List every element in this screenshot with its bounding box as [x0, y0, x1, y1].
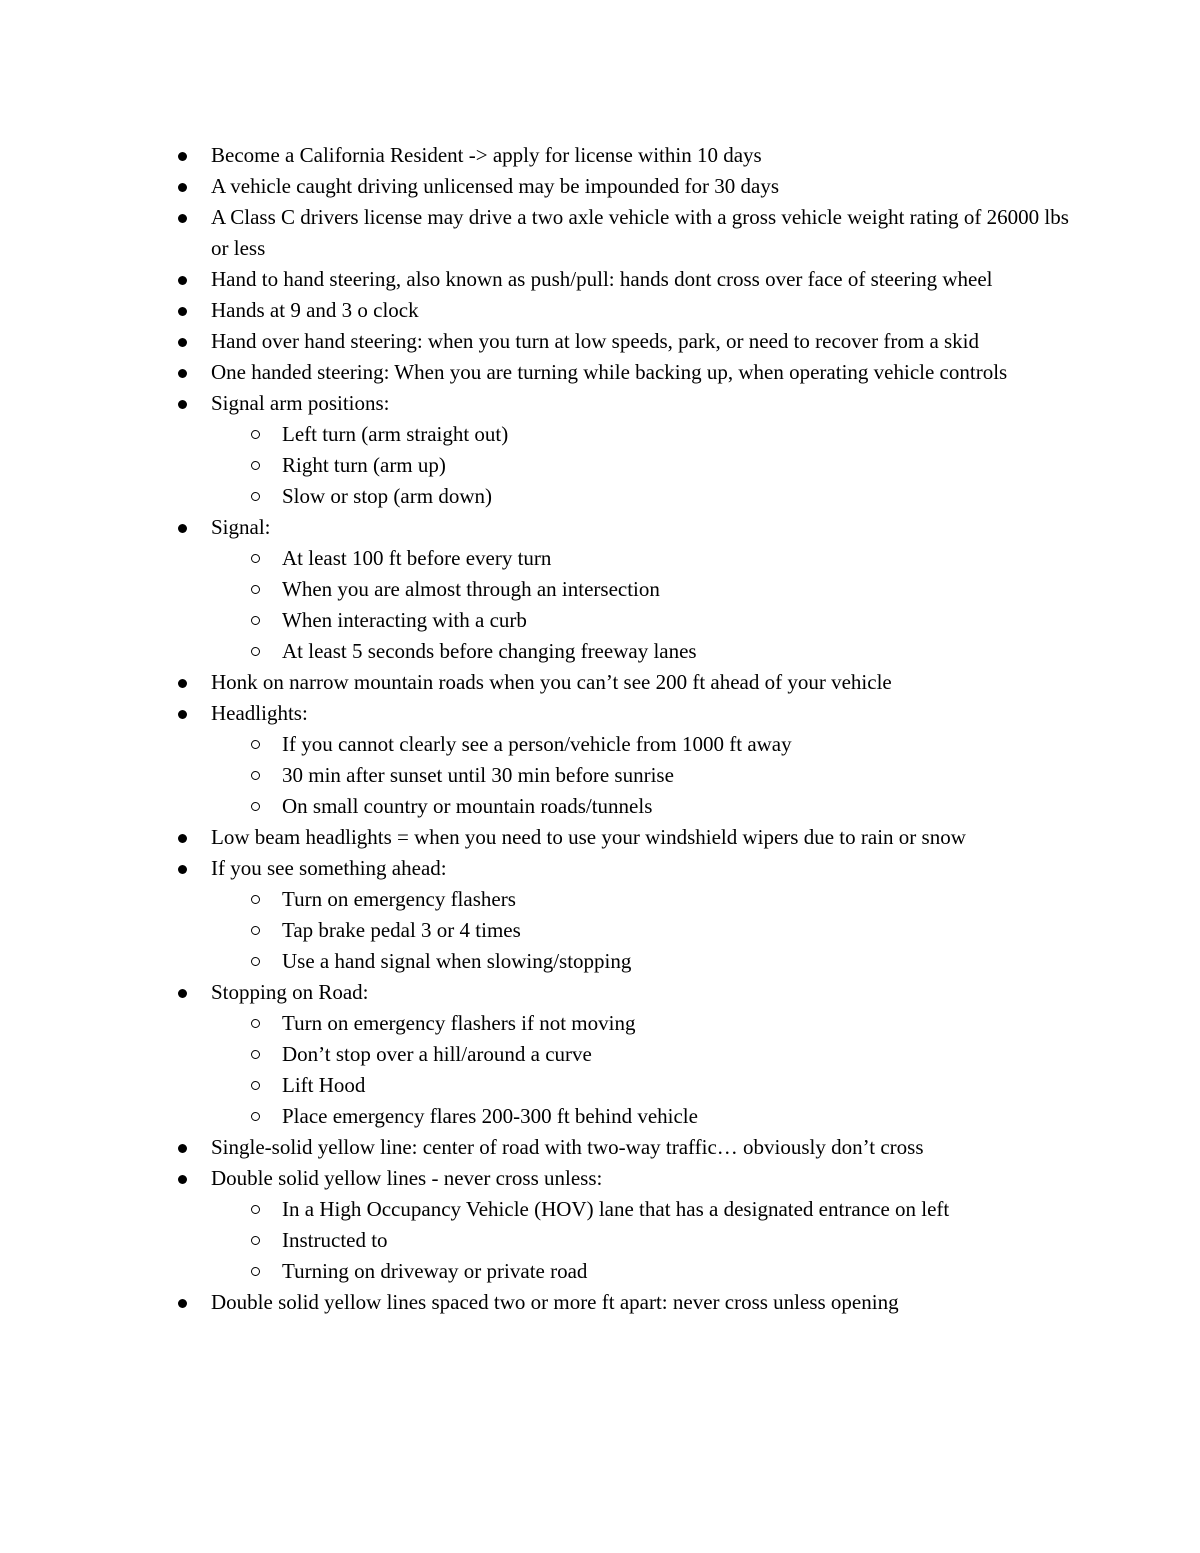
list-item [0, 1287, 1200, 1318]
list-item-text: A vehicle caught driving unlicensed may be impounded for 30 days [211, 174, 780, 198]
list-item [0, 1163, 1200, 1287]
sub-list-item-text: At least 5 seconds before changing freeway lanes [282, 639, 697, 663]
sub-list-item [211, 1070, 1070, 1101]
bullet-dot-icon [178, 338, 187, 347]
bullet-circle-icon [251, 740, 260, 749]
bullet-dot-icon [178, 524, 187, 533]
sub-list-item-text: Turning on driveway or private road [282, 1259, 588, 1283]
sub-list-item-text: Left turn (arm straight out) [282, 422, 509, 446]
bullet-dot-icon [178, 214, 187, 223]
bullet-circle-icon [251, 771, 260, 780]
bullet-dot-icon [178, 834, 187, 843]
sub-list [211, 419, 1070, 512]
bullet-circle-icon [251, 430, 260, 439]
list-item-text: Hand over hand steering: when you turn at low speeds, park, or need to recover from a skid [211, 329, 980, 353]
list-item-text: Become a California Resident -> apply for license within 10 days [211, 143, 762, 167]
bullet-circle-icon [251, 1205, 260, 1214]
list-item [0, 295, 1200, 326]
sub-list-item-text: Don’t stop over a hill/around a curve [282, 1042, 592, 1066]
bullet-list [0, 140, 1200, 1318]
bullet-dot-icon [178, 369, 187, 378]
bullet-dot-icon [178, 400, 187, 409]
sub-list-item [211, 543, 1070, 574]
list-item [0, 326, 1200, 357]
sub-list-item [211, 636, 1070, 667]
bullet-circle-icon [251, 1236, 260, 1245]
sub-list-item-text: Tap brake pedal 3 or 4 times [282, 918, 521, 942]
bullet-circle-icon [251, 492, 260, 501]
sub-list [211, 729, 1070, 822]
list-item [0, 667, 1200, 698]
list-item [0, 853, 1200, 977]
sub-list-item-text: If you cannot clearly see a person/vehicle from 1000 ft away [282, 732, 792, 756]
sub-list-item [211, 915, 1070, 946]
list-item-text: Stopping on Road: [211, 980, 369, 1004]
list-item-text: Double solid yellow lines spaced two or more ft apart: never cross unless opening [211, 1290, 899, 1314]
bullet-circle-icon [251, 802, 260, 811]
sub-list [211, 1194, 1070, 1287]
list-item-text: Low beam headlights = when you need to use your windshield wipers due to rain or snow [211, 825, 966, 849]
bullet-circle-icon [251, 957, 260, 966]
bullet-circle-icon [251, 647, 260, 656]
sub-list-item [211, 760, 1070, 791]
document-page [0, 140, 1200, 1318]
list-item [0, 388, 1200, 512]
sub-list-item-text: Turn on emergency flashers [282, 887, 516, 911]
list-item [0, 822, 1200, 853]
list-item-text: Headlights: [211, 701, 308, 725]
sub-list-item-text: When you are almost through an intersection [282, 577, 660, 601]
sub-list-item [211, 1101, 1070, 1132]
list-item [0, 698, 1200, 822]
sub-list-item-text: On small country or mountain roads/tunnels [282, 794, 653, 818]
list-item [0, 202, 1200, 264]
list-item [0, 977, 1200, 1132]
sub-list-item-text: When interacting with a curb [282, 608, 527, 632]
sub-list-item [211, 1008, 1070, 1039]
sub-list-item-text: Right turn (arm up) [282, 453, 446, 477]
sub-list-item [211, 419, 1070, 450]
sub-list-item [211, 946, 1070, 977]
list-item-text: Single-solid yellow line: center of road with two-way traffic… obviously don’t cross [211, 1135, 924, 1159]
sub-list-item-text: Lift Hood [282, 1073, 366, 1097]
list-item [0, 1132, 1200, 1163]
sub-list-item-text: Instructed to [282, 1228, 388, 1252]
bullet-dot-icon [178, 183, 187, 192]
sub-list-item [211, 1194, 1070, 1225]
bullet-dot-icon [178, 1144, 187, 1153]
sub-list-item [211, 729, 1070, 760]
list-item-text: Hands at 9 and 3 o clock [211, 298, 419, 322]
sub-list-item-text: In a High Occupancy Vehicle (HOV) lane that has a designated entrance on left [282, 1197, 950, 1221]
sub-list [211, 543, 1070, 667]
sub-list-item [211, 574, 1070, 605]
bullet-dot-icon [178, 710, 187, 719]
list-item [0, 140, 1200, 171]
sub-list-item [211, 1256, 1070, 1287]
bullet-circle-icon [251, 461, 260, 470]
sub-list-item [211, 884, 1070, 915]
list-item-text: Hand to hand steering, also known as push/pull: hands dont cross over face of steering wheel [211, 267, 993, 291]
bullet-dot-icon [178, 679, 187, 688]
sub-list-item-text: At least 100 ft before every turn [282, 546, 552, 570]
bullet-dot-icon [178, 1299, 187, 1308]
sub-list [211, 884, 1070, 977]
list-item-text: A Class C drivers license may drive a two axle vehicle with a gross vehicle weight rating of 26000 lbs or less [211, 205, 1069, 260]
bullet-circle-icon [251, 1112, 260, 1121]
sub-list-item [211, 1225, 1070, 1256]
list-item-text: One handed steering: When you are turning while backing up, when operating vehicle controls [211, 360, 1008, 384]
bullet-circle-icon [251, 554, 260, 563]
bullet-dot-icon [178, 865, 187, 874]
bullet-dot-icon [178, 1175, 187, 1184]
bullet-dot-icon [178, 989, 187, 998]
sub-list-item [211, 450, 1070, 481]
bullet-dot-icon [178, 276, 187, 285]
bullet-circle-icon [251, 895, 260, 904]
sub-list-item-text: Place emergency flares 200-300 ft behind vehicle [282, 1104, 698, 1128]
sub-list-item [211, 481, 1070, 512]
list-item [0, 512, 1200, 667]
bullet-circle-icon [251, 1081, 260, 1090]
list-item-text: Honk on narrow mountain roads when you can’t see 200 ft ahead of your vehicle [211, 670, 892, 694]
sub-list-item-text: Slow or stop (arm down) [282, 484, 492, 508]
sub-list-item [211, 1039, 1070, 1070]
bullet-circle-icon [251, 1267, 260, 1276]
bullet-circle-icon [251, 616, 260, 625]
bullet-circle-icon [251, 926, 260, 935]
bullet-circle-icon [251, 1019, 260, 1028]
list-item-text: Signal arm positions: [211, 391, 390, 415]
list-item-text: If you see something ahead: [211, 856, 447, 880]
sub-list-item-text: Use a hand signal when slowing/stopping [282, 949, 632, 973]
bullet-dot-icon [178, 152, 187, 161]
sub-list [211, 1008, 1070, 1132]
bullet-circle-icon [251, 1050, 260, 1059]
list-item [0, 264, 1200, 295]
sub-list-item-text: Turn on emergency flashers if not moving [282, 1011, 636, 1035]
list-item-text: Signal: [211, 515, 271, 539]
list-item [0, 357, 1200, 388]
sub-list-item-text: 30 min after sunset until 30 min before sunrise [282, 763, 674, 787]
list-item-text: Double solid yellow lines - never cross unless: [211, 1166, 603, 1190]
sub-list-item [211, 605, 1070, 636]
bullet-dot-icon [178, 307, 187, 316]
sub-list-item [211, 791, 1070, 822]
list-item [0, 171, 1200, 202]
bullet-circle-icon [251, 585, 260, 594]
